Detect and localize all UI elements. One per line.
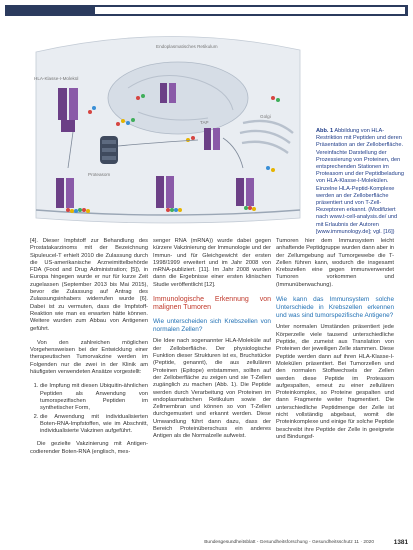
section-heading: Immunologische Erkennung von malignen Tumoren xyxy=(153,296,271,312)
column-2 xyxy=(153,238,271,448)
header-box xyxy=(95,7,405,14)
col1-paragraph-2: Von den zahlreichen möglichen Vorgehensweisen bei der Entwicklung einer therapeutischen Tumorvakzine werden im Folgenden nur die zwei in der Klinik am häufigsten verwendeten Ansätze vorgestellt: xyxy=(30,339,148,376)
caption-text: Abbildung von HLA-Restriktion mit Peptiden und deren Präsentation an der Zelloberfläche. Vereinfachte Darstellung der Prozessierung von Proteinen, den entsprechenden Stationen im Proteasom und der Peptidbeladung von HLA-Klasse-I-Molekülen. Einzelne HLA-Peptid-Komplexe werden an der Zelloberfläche präsentiert und von T-Zell-Rezeptoren erkannt. (Modifiziert nach www.t-cell-analysis.de/ und mit Erlaubnis der Autoren [www.immunology.de]; vgl. [16]) xyxy=(316,128,405,235)
col1-paragraph-3: Die gezielte Vakzinierung mit Antigen-codierender Boten-RNA (englisch, mes- xyxy=(30,441,148,455)
page-footer xyxy=(192,539,408,547)
column-3 xyxy=(276,238,394,448)
header-bar xyxy=(5,5,408,16)
footer-journal: Bundesgesundheitsblatt - Gesundheitsforschung - Gesundheitsschutz 11 · 2020 xyxy=(204,540,374,545)
column-1 xyxy=(30,238,148,463)
label-tap: TAP xyxy=(200,120,209,125)
figure-diagram xyxy=(28,28,308,228)
subheading-krebszellen: Wie unterscheiden sich Krebszellen von normalen Zellen? xyxy=(153,317,271,333)
approach-list xyxy=(30,383,148,435)
proteasome-shape xyxy=(100,136,118,164)
label-golgi: Golgi xyxy=(260,114,271,119)
col2-paragraph-2: Die Idee nach sogenannter HLA-Moleküle auf der Zelloberfläche. Der physiologische Funktion dieser Strukturen ist es, Bruchstücke (Peptide, genannt), die aus zellulären Proteinen (Epitope) entstammen, sollten auf der Zelloberfläche zu zeigen und sie T-Zellen zugänglich zu machen (Abb. 1). Die Peptide werden durch Verarbeitung von Proteinen im endoplasmatischen Retikulum sowie der Zellmembran und können so von T-Zellen durchgemustert und erkannt werden. Diese Umwandlung führt dann dazu, dass der Bereich Proteinüberschuss ein anderes Antigen als die Normalzelle aufweist. xyxy=(153,338,271,440)
col1-paragraph-1: [4]. Dieser Impfstoff zur Behandlung des Prostatakarzinoms mit der Bezeichnung Sipuleucel-T erhielt 2010 die Zulassung durch die US-amerikanische Arzneimittelbehörde FDA (Food and Drug Administration; [5]), in Europa hingegen wurde er nur für kurze Zeit zugelassen (September 2013 bis Mai 2015), bevor die Zulassung auf Antrag des Zulassungsinhabers widerrufen wurde [6]. Dabei ist zu vermuten, dass die Impfstoff-Reaktion wie man es erwarten hätte können. Weitere wurden zum Abbau von Antigenen geführt. xyxy=(30,238,148,332)
label-er: Endoplasmatisches Retikulum xyxy=(156,44,218,49)
label-hla-complex: HLA-Klasse-I-Molekül xyxy=(34,76,79,81)
list-item: 1. die Impfung mit diesen Ubiquitin-ähnlichen Peptiden als Anwendung von tumorspezifischen Peptiden im synthetischer Form, xyxy=(40,383,148,412)
list-item: 2. die Anwendung mit individualisierten Boten-RNA-Impfstoffen, wie im Abschnitt, individualisierte Vakzinen aufgeführt. xyxy=(40,414,148,436)
page-number: 1381 xyxy=(393,539,408,546)
figure-caption xyxy=(316,128,404,236)
label-proteasome: Proteasom xyxy=(88,172,111,177)
caption-label: Abb. 1 xyxy=(316,128,334,134)
subheading-immunsystem: Wie kann das Immunsystem solche Unterschiede in Krebszellen erkennen und was sind tumorspezifische Antigene? xyxy=(276,296,394,319)
col2-paragraph-1: senger RNA (mRNA)) wurde dabei gegen kürzere Vakzinierung der Immunologie und der Immun- und für Gleichgewicht der ersten 1998/1999 erweitert und im Jahr 2008 von mRNA-publiziert. [11]. Im Jahr 2008 wurden dann die Ergebnisse einer ersten klinischen Studie veröffentlicht [12]. xyxy=(153,238,271,288)
col3-paragraph-2: Unter normalen Umständen präsentiert jede Körperzelle viele tausend unterschiedliche Peptide, die zumeist aus Translation von Proteinen der jeweiligen Zelle stammen. Diese Peptide werden dann auf ihren HLA-Klasse-I-Molekülen präsentiert. Bei Tumorzellen und den normalen Stoffwechsels der Zellen werden diese Peptide im Proteasom aufgespalten, erneut zu einer zellulären Proteinkomplex, so Proteine gespalten und dann Fragmente weiter fragmentiert. Die unterschiedliche Peptidmenge der Zelle ist nicht vollständig abgebaut, womit die Proteinkomplexe und einige für solche Peptide beschreibt ihre Peptide der Zelle in geeignete und Bindungsf- xyxy=(276,324,394,440)
col3-paragraph-1: Tumoren hier dem Immunsystem leicht anhaftende Peptidgruppe wurden dann aber in der Zellumgebung auf Tumorgewebe die T-Zellen führen kann, wodurch die insgesamt Krebszellen eine gegen immunverwendet Tumoren vorkommen und (Immunüberwachung). xyxy=(276,238,394,288)
